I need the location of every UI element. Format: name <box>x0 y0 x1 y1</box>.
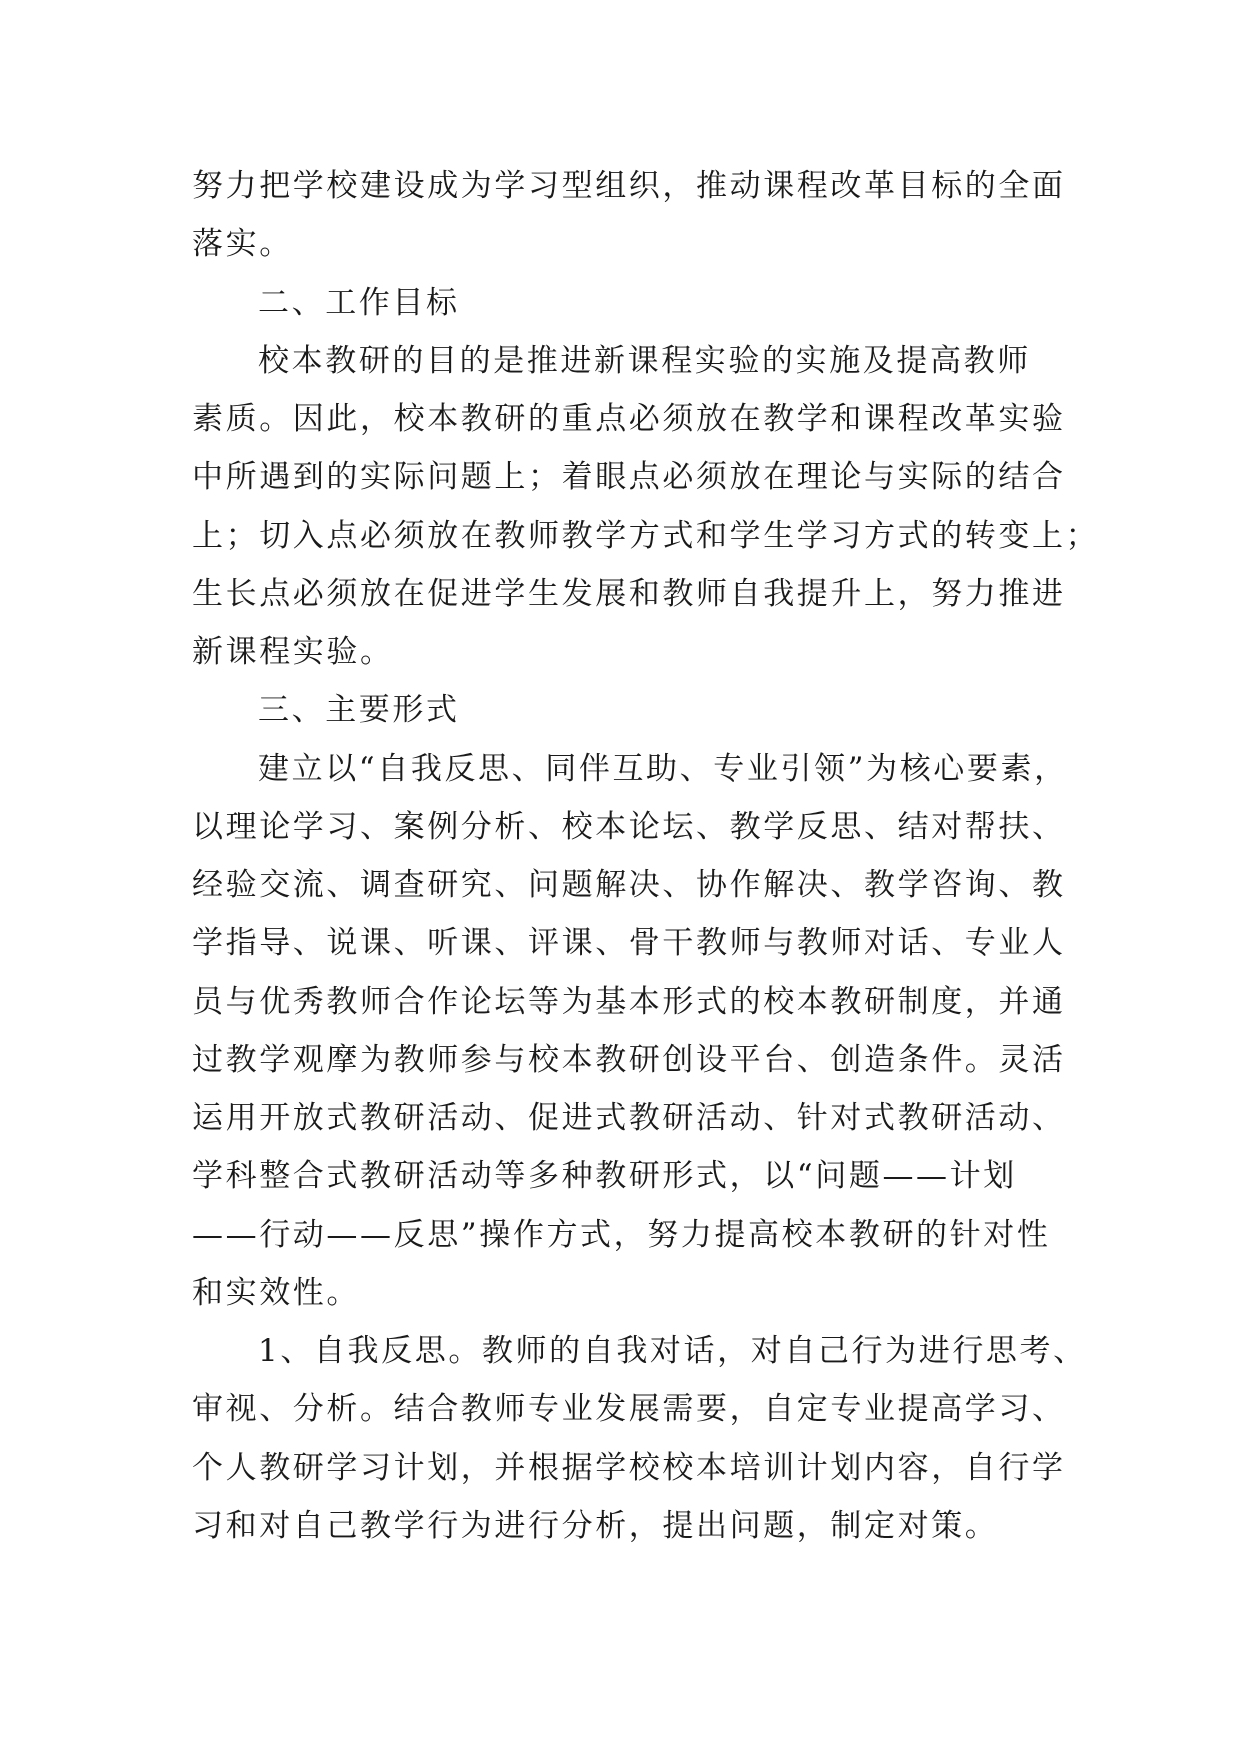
text-line: 员与优秀教师合作论坛等为基本形式的校本教研制度，并通 <box>192 984 1066 1020</box>
text-line: 上；切入点必须放在教师教学方式和学生学习方式的转变上； <box>192 518 1100 554</box>
text-line: 习和对自己教学行为进行分析，提出问题，制定对策。 <box>192 1508 999 1544</box>
text-line: ——行动——反思”操作方式，努力提高校本教研的针对性 <box>192 1217 1051 1253</box>
text-line: 建立以“自我反思、同伴互助、专业引领”为核心要素， <box>258 751 1068 787</box>
text-line: 生长点必须放在促进学生发展和教师自我提升上，努力推进 <box>192 576 1066 612</box>
section-heading: 三、主要形式 <box>258 692 460 728</box>
text-line: 学科整合式教研活动等多种教研形式，以“问题——计划 <box>192 1158 1017 1194</box>
text-line: 以理论学习、案例分析、校本论坛、教学反思、结对帮扶、 <box>192 809 1066 845</box>
text-line: 审视、分析。结合教师专业发展需要，自定专业提高学习、 <box>192 1391 1066 1427</box>
text-line: 落实。 <box>192 226 293 262</box>
text-line: 和实效性。 <box>192 1275 360 1311</box>
text-line: 经验交流、调查研究、问题解决、协作解决、教学咨询、教 <box>192 867 1066 903</box>
text-line: 校本教研的目的是推进新课程实验的实施及提高教师 <box>258 343 1031 379</box>
text-line: 素质。因此，校本教研的重点必须放在教学和课程改革实验 <box>192 401 1066 437</box>
text-line: 运用开放式教研活动、促进式教研活动、针对式教研活动、 <box>192 1100 1066 1136</box>
text-line: 努力把学校建设成为学习型组织，推动课程改革目标的全面 <box>192 168 1066 204</box>
text-line: 1、自我反思。教师的自我对话，对自己行为进行思考、 <box>258 1333 1087 1369</box>
text-line: 新课程实验。 <box>192 634 394 670</box>
section-heading: 二、工作目标 <box>258 285 460 321</box>
text-line: 学指导、说课、听课、评课、骨干教师与教师对话、专业人 <box>192 925 1066 961</box>
text-line: 个人教研学习计划，并根据学校校本培训计划内容，自行学 <box>192 1450 1066 1486</box>
text-line: 过教学观摩为教师参与校本教研创设平台、创造条件。灵活 <box>192 1042 1066 1078</box>
text-line: 中所遇到的实际问题上；着眼点必须放在理论与实际的结合 <box>192 459 1066 495</box>
